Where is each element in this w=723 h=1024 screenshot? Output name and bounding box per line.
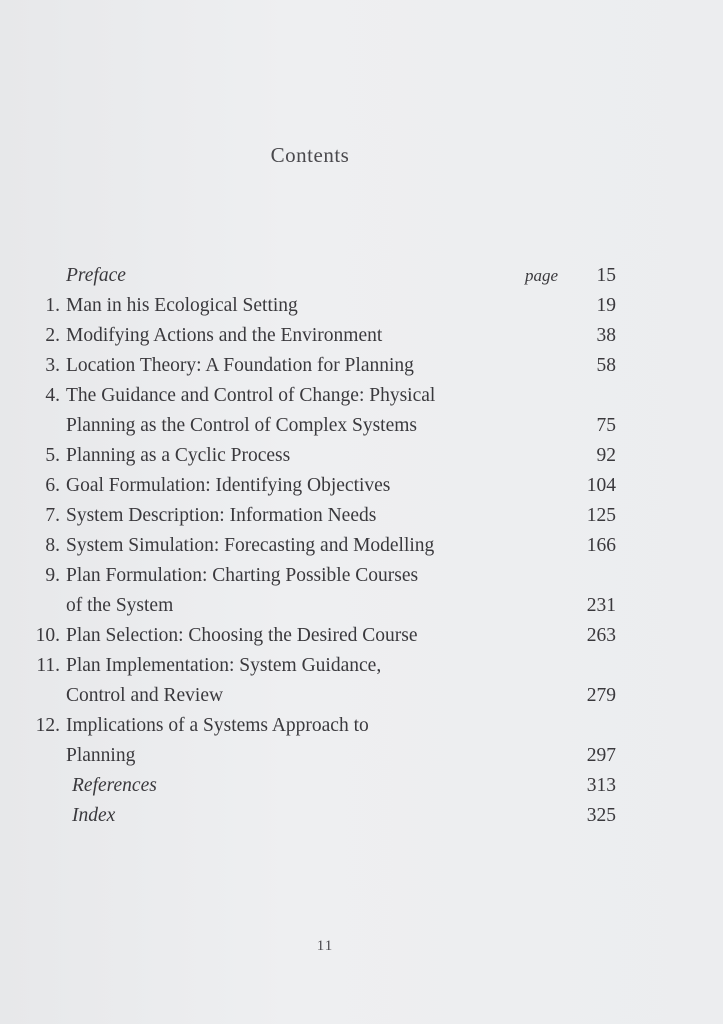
entry-title-line: of the System: [66, 595, 174, 616]
entry-number: 11.: [36, 655, 60, 676]
entry-title-line: Modifying Actions and the Environment: [66, 325, 383, 346]
entry-number: 12.: [35, 715, 60, 736]
entry-title-line: Goal Formulation: Identifying Objectives: [66, 475, 391, 496]
entry-page: 58: [596, 355, 616, 376]
entry-title: [66, 711, 546, 771]
toc-entry-chapter-10: [28, 621, 616, 651]
entry-page: 297: [586, 745, 616, 766]
entry-page: 38: [596, 325, 616, 346]
entry-page: 15: [596, 265, 616, 286]
entry-title: [66, 291, 546, 321]
entry-title-line: Plan Implementation: System Guidance,: [66, 655, 382, 676]
entry-title-line: Location Theory: A Foundation for Planning: [66, 355, 414, 376]
toc-entry-chapter-12: [28, 711, 616, 771]
entry-title: [66, 621, 546, 651]
entry-page: 104: [586, 475, 616, 496]
entry-title-line: Implications of a Systems Approach to: [66, 715, 369, 736]
entry-title-line: System Simulation: Forecasting and Modelling: [66, 535, 435, 556]
entry-number: 4.: [45, 385, 60, 406]
entry-number: 6.: [45, 475, 60, 496]
entry-title: [66, 321, 546, 351]
entry-title-line: Planning as the Control of Complex Systems: [66, 415, 417, 436]
entry-title-line: Control and Review: [66, 685, 224, 706]
page-folio: 11: [316, 938, 334, 954]
toc-entry-chapter-1: [28, 291, 616, 321]
entry-title-line: Planning: [66, 745, 136, 766]
entry-title: [66, 651, 546, 711]
toc-entry-chapter-9: [28, 561, 616, 621]
entry-page: 19: [596, 295, 616, 316]
entry-title: Preface: [66, 265, 126, 286]
entry-page: 166: [586, 535, 616, 556]
entry-title-line: Planning as a Cyclic Process: [66, 445, 291, 466]
entry-number: 2.: [45, 325, 60, 346]
toc-entry-chapter-6: [28, 471, 616, 501]
entry-title: [66, 471, 546, 501]
toc-entry-chapter-2: [28, 321, 616, 351]
entry-page: 125: [586, 505, 616, 526]
entry-title: Index: [72, 805, 116, 826]
entry-number: 3.: [45, 355, 60, 376]
toc-entry-chapter-5: [28, 441, 616, 471]
entry-title-line: Plan Selection: Choosing the Desired Course: [66, 625, 418, 646]
toc-entry-chapter-7: [28, 501, 616, 531]
entry-number: 10.: [35, 625, 60, 646]
entry-page: 231: [586, 595, 616, 616]
toc-entry-chapter-11: [28, 651, 616, 711]
page-label: page: [524, 266, 558, 285]
toc-entry-chapter-8: [28, 531, 616, 561]
toc-entry-chapter-3: [28, 351, 616, 381]
entry-page: 75: [596, 415, 616, 436]
entry-page: 279: [586, 685, 616, 706]
table-of-contents: [28, 261, 616, 831]
entry-number: 5.: [45, 445, 60, 466]
entry-number: 1.: [45, 295, 60, 316]
contents-heading: Contents: [270, 143, 350, 167]
entry-page: 325: [586, 805, 616, 826]
entry-title: [66, 501, 546, 531]
entry-number: 9.: [45, 565, 60, 586]
toc-entry-index: [28, 801, 616, 831]
entry-title-line: The Guidance and Control of Change: Physical: [66, 385, 436, 406]
entry-number: 7.: [45, 505, 60, 526]
entry-title-line: System Description: Information Needs: [66, 505, 377, 526]
entry-title: [66, 561, 546, 621]
entry-title: [66, 351, 546, 381]
toc-entry-references: [28, 771, 616, 801]
toc-entry-chapter-4: [28, 381, 616, 441]
entry-page: 313: [586, 775, 616, 796]
toc-entry-preface: [28, 261, 616, 291]
entry-page: 92: [596, 445, 616, 466]
entry-number: 8.: [45, 535, 60, 556]
entry-title: [66, 531, 546, 561]
entry-title: [66, 441, 546, 471]
entry-title-line: Man in his Ecological Setting: [66, 295, 298, 316]
entry-title-line: Plan Formulation: Charting Possible Courses: [66, 565, 419, 586]
entry-title: References: [72, 775, 157, 796]
entry-page: 263: [586, 625, 616, 646]
entry-title: [66, 381, 546, 441]
